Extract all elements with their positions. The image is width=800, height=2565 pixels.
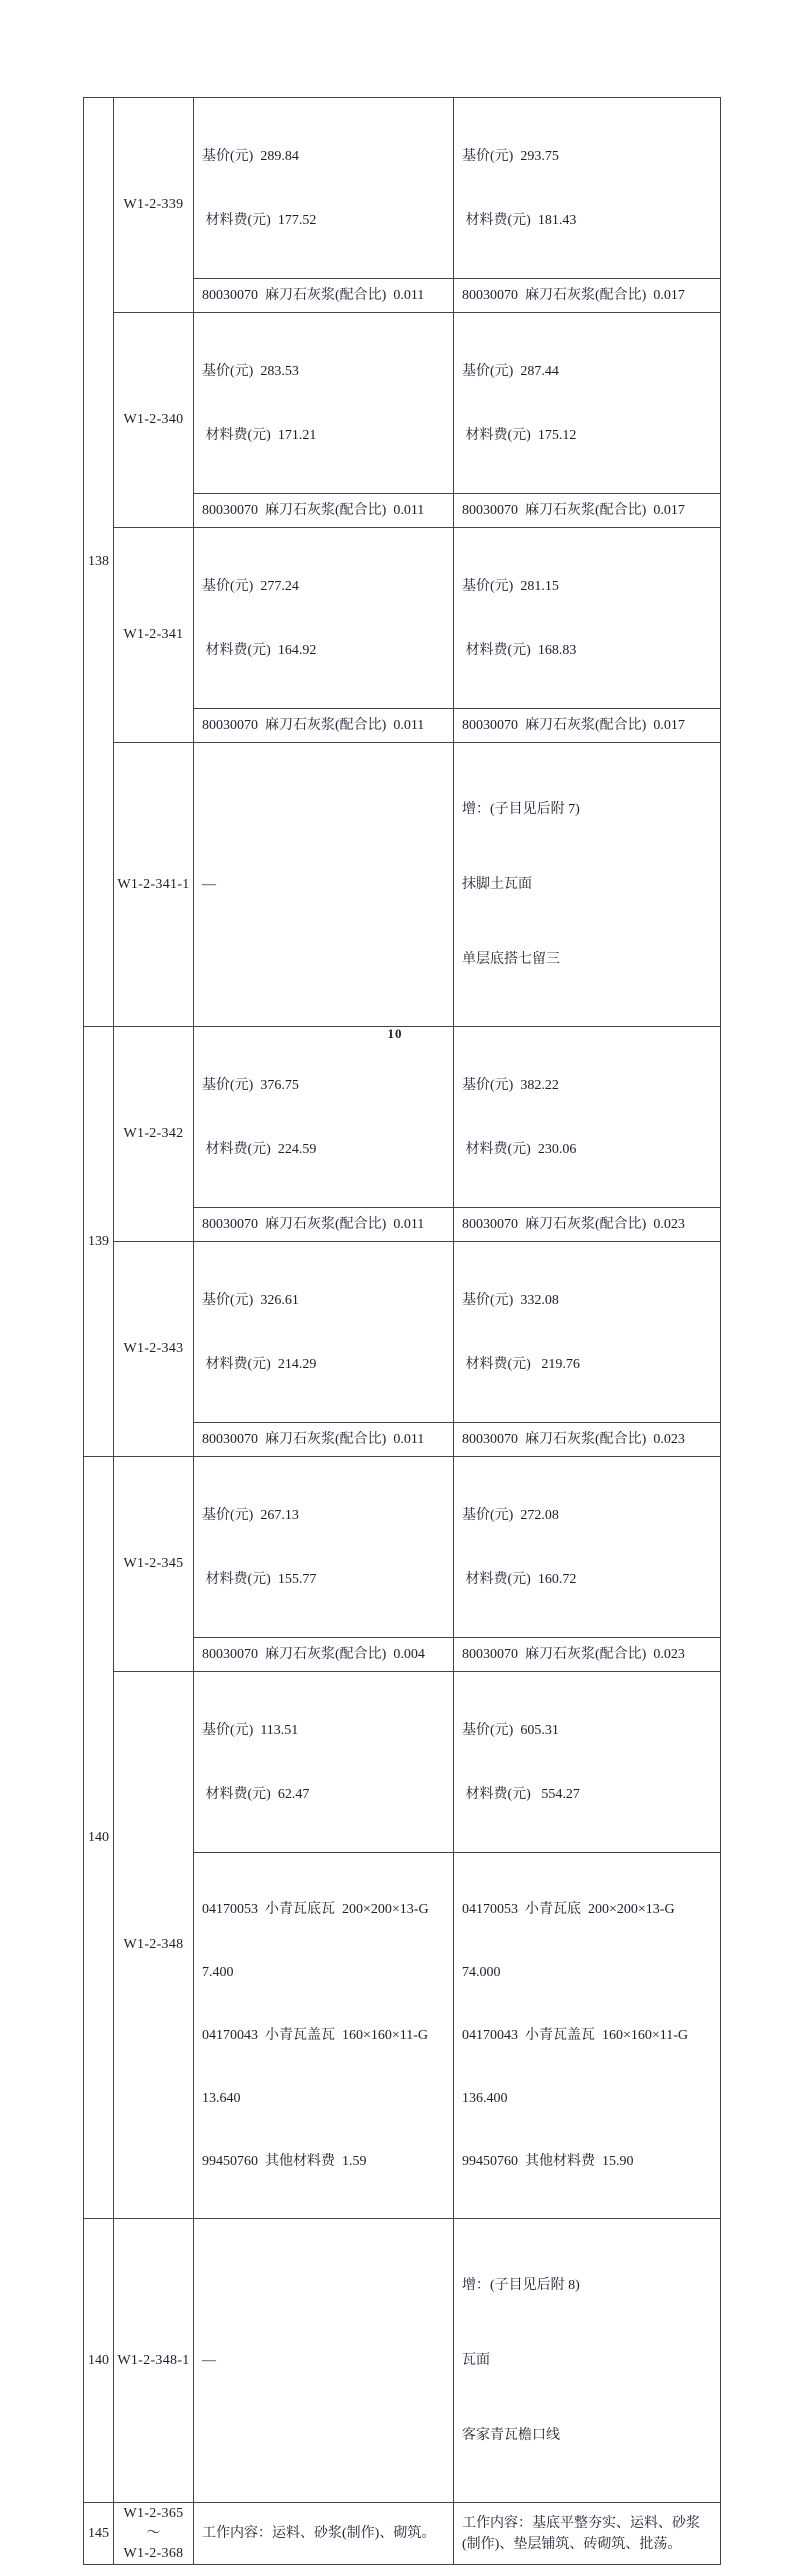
note-line: 客家青瓦檐口线 — [462, 2428, 560, 2443]
material-line: 74.000 — [462, 1965, 501, 1980]
item-code-w1-2-341: W1-2-341 — [114, 528, 194, 743]
material-detail-right: 80030070 麻刀石灰浆(配合比) 0.017 — [454, 709, 721, 743]
item-code-range — [114, 2503, 194, 2565]
base-price-line: 基价(元) 382.22 — [462, 1078, 559, 1093]
material-detail-right: 80030070 麻刀石灰浆(配合比) 0.023 — [454, 1208, 721, 1242]
base-price-cell-left — [194, 528, 454, 709]
note-line: 单层底搭七留三 — [462, 952, 560, 967]
code-range-end: W1-2-368 — [123, 2545, 184, 2561]
material-detail-right — [454, 1853, 721, 2219]
empty-dash-cell: — — [194, 2219, 454, 2503]
material-line: 04170043 小青瓦盖瓦 160×160×11-G — [462, 2028, 689, 2043]
section-number-140: 140 — [84, 1457, 114, 2219]
material-line: 04170053 小青瓦底瓦 200×200×13-G — [202, 1902, 429, 1917]
item-code-w1-2-340: W1-2-340 — [114, 313, 194, 528]
material-cost-line: 材料费(元) 177.52 — [202, 213, 317, 228]
note-line: 瓦面 — [462, 2353, 490, 2368]
material-cost-line: 材料费(元) 219.76 — [462, 1357, 580, 1372]
material-cost-line: 材料费(元) 214.29 — [202, 1357, 317, 1372]
base-price-cell-left — [194, 1027, 454, 1208]
base-price-line: 基价(元) 293.75 — [462, 149, 559, 164]
section-number-145: 145 — [84, 2503, 114, 2565]
base-price-line: 基价(元) 326.61 — [202, 1293, 299, 1308]
base-price-line: 基价(元) 605.31 — [462, 1723, 559, 1738]
base-price-line: 基价(元) 113.51 — [202, 1723, 299, 1738]
item-code-w1-2-343: W1-2-343 — [114, 1242, 194, 1457]
base-price-line: 基价(元) 281.15 — [462, 579, 559, 594]
addition-note-cell — [454, 2219, 721, 2503]
material-cost-line: 材料费(元) 164.92 — [202, 643, 317, 658]
material-detail-left: 80030070 麻刀石灰浆(配合比) 0.011 — [194, 279, 454, 313]
material-line: 99450760 其他材料费 15.90 — [462, 2154, 634, 2169]
base-price-cell-right — [454, 1672, 721, 1853]
item-code-w1-2-345: W1-2-345 — [114, 1457, 194, 1672]
material-detail-right: 80030070 麻刀石灰浆(配合比) 0.017 — [454, 494, 721, 528]
empty-dash-cell: — — [194, 743, 454, 1027]
base-price-line: 基价(元) 267.13 — [202, 1508, 299, 1523]
material-line: 7.400 — [202, 1965, 234, 1980]
material-detail-right: 80030070 麻刀石灰浆(配合比) 0.023 — [454, 1423, 721, 1457]
item-code-w1-2-348-1: W1-2-348-1 — [114, 2219, 194, 2503]
base-price-cell-right — [454, 1457, 721, 1638]
base-price-cell-right — [454, 1027, 721, 1208]
base-price-cell-right — [454, 1242, 721, 1423]
material-cost-line: 材料费(元) 224.59 — [202, 1142, 317, 1157]
material-cost-line: 材料费(元) 554.27 — [462, 1787, 580, 1802]
material-cost-line: 材料费(元) 160.72 — [462, 1572, 577, 1587]
material-detail-right: 80030070 麻刀石灰浆(配合比) 0.017 — [454, 279, 721, 313]
base-price-cell-left — [194, 98, 454, 279]
item-code-w1-2-341-1: W1-2-341-1 — [114, 743, 194, 1027]
material-detail-left: 80030070 麻刀石灰浆(配合比) 0.004 — [194, 1638, 454, 1672]
material-line: 04170053 小青瓦底 200×200×13-G — [462, 1902, 675, 1917]
material-cost-line: 材料费(元) 155.77 — [202, 1572, 317, 1587]
base-price-line: 基价(元) 289.84 — [202, 149, 299, 164]
item-code-w1-2-348: W1-2-348 — [114, 1672, 194, 2219]
base-price-cell-right — [454, 98, 721, 279]
base-price-cell-left — [194, 1672, 454, 1853]
work-content-right: 工作内容：基底平整夯实、运料、砂浆(制作)、垫层铺筑、砖砌筑、批荡。 — [454, 2503, 721, 2565]
base-price-cell-right — [454, 528, 721, 709]
tilde-range-mark: ～ — [146, 2525, 161, 2541]
work-content-left: 工作内容：运料、砂浆(制作)、砌筑。 — [194, 2503, 454, 2565]
material-line: 04170043 小青瓦盖瓦 160×160×11-G — [202, 2028, 429, 2043]
section-number-139: 139 — [84, 1027, 114, 1457]
note-line: 抹脚土瓦面 — [462, 877, 532, 892]
base-price-cell-left — [194, 1242, 454, 1423]
note-line: 增：(子目见后附 7) — [462, 802, 580, 817]
page-number: 10 — [387, 1026, 403, 1041]
item-code-w1-2-342: W1-2-342 — [114, 1027, 194, 1242]
pricing-table — [83, 97, 721, 2565]
base-price-cell-left — [194, 313, 454, 494]
material-line: 136.400 — [462, 2091, 508, 2106]
addition-note-cell — [454, 743, 721, 1027]
material-detail-right: 80030070 麻刀石灰浆(配合比) 0.023 — [454, 1638, 721, 1672]
material-detail-left: 80030070 麻刀石灰浆(配合比) 0.011 — [194, 494, 454, 528]
material-cost-line: 材料费(元) 230.06 — [462, 1142, 577, 1157]
base-price-line: 基价(元) 287.44 — [462, 364, 559, 379]
material-detail-left — [194, 1853, 454, 2219]
code-range-start: W1-2-365 — [123, 2505, 184, 2521]
base-price-line: 基价(元) 272.08 — [462, 1508, 559, 1523]
note-line: 增：(子目见后附 8) — [462, 2278, 580, 2293]
table-container — [83, 97, 721, 2565]
item-code-w1-2-339: W1-2-339 — [114, 98, 194, 313]
material-line: 99450760 其他材料费 1.59 — [202, 2154, 367, 2169]
material-cost-line: 材料费(元) 171.21 — [202, 428, 317, 443]
material-detail-left: 80030070 麻刀石灰浆(配合比) 0.011 — [194, 1208, 454, 1242]
base-price-line: 基价(元) 376.75 — [202, 1078, 299, 1093]
base-price-cell-right — [454, 313, 721, 494]
base-price-line: 基价(元) 332.08 — [462, 1293, 559, 1308]
section-number-140b: 140 — [84, 2219, 114, 2503]
section-number-138: 138 — [84, 98, 114, 1027]
base-price-line: 基价(元) 283.53 — [202, 364, 299, 379]
base-price-line: 基价(元) 277.24 — [202, 579, 299, 594]
material-detail-left: 80030070 麻刀石灰浆(配合比) 0.011 — [194, 1423, 454, 1457]
material-line: 13.640 — [202, 2091, 241, 2106]
material-cost-line: 材料费(元) 181.43 — [462, 213, 577, 228]
material-detail-left: 80030070 麻刀石灰浆(配合比) 0.011 — [194, 709, 454, 743]
base-price-cell-left — [194, 1457, 454, 1638]
material-cost-line: 材料费(元) 175.12 — [462, 428, 577, 443]
material-cost-line: 材料费(元) 168.83 — [462, 643, 577, 658]
material-cost-line: 材料费(元) 62.47 — [202, 1787, 310, 1802]
